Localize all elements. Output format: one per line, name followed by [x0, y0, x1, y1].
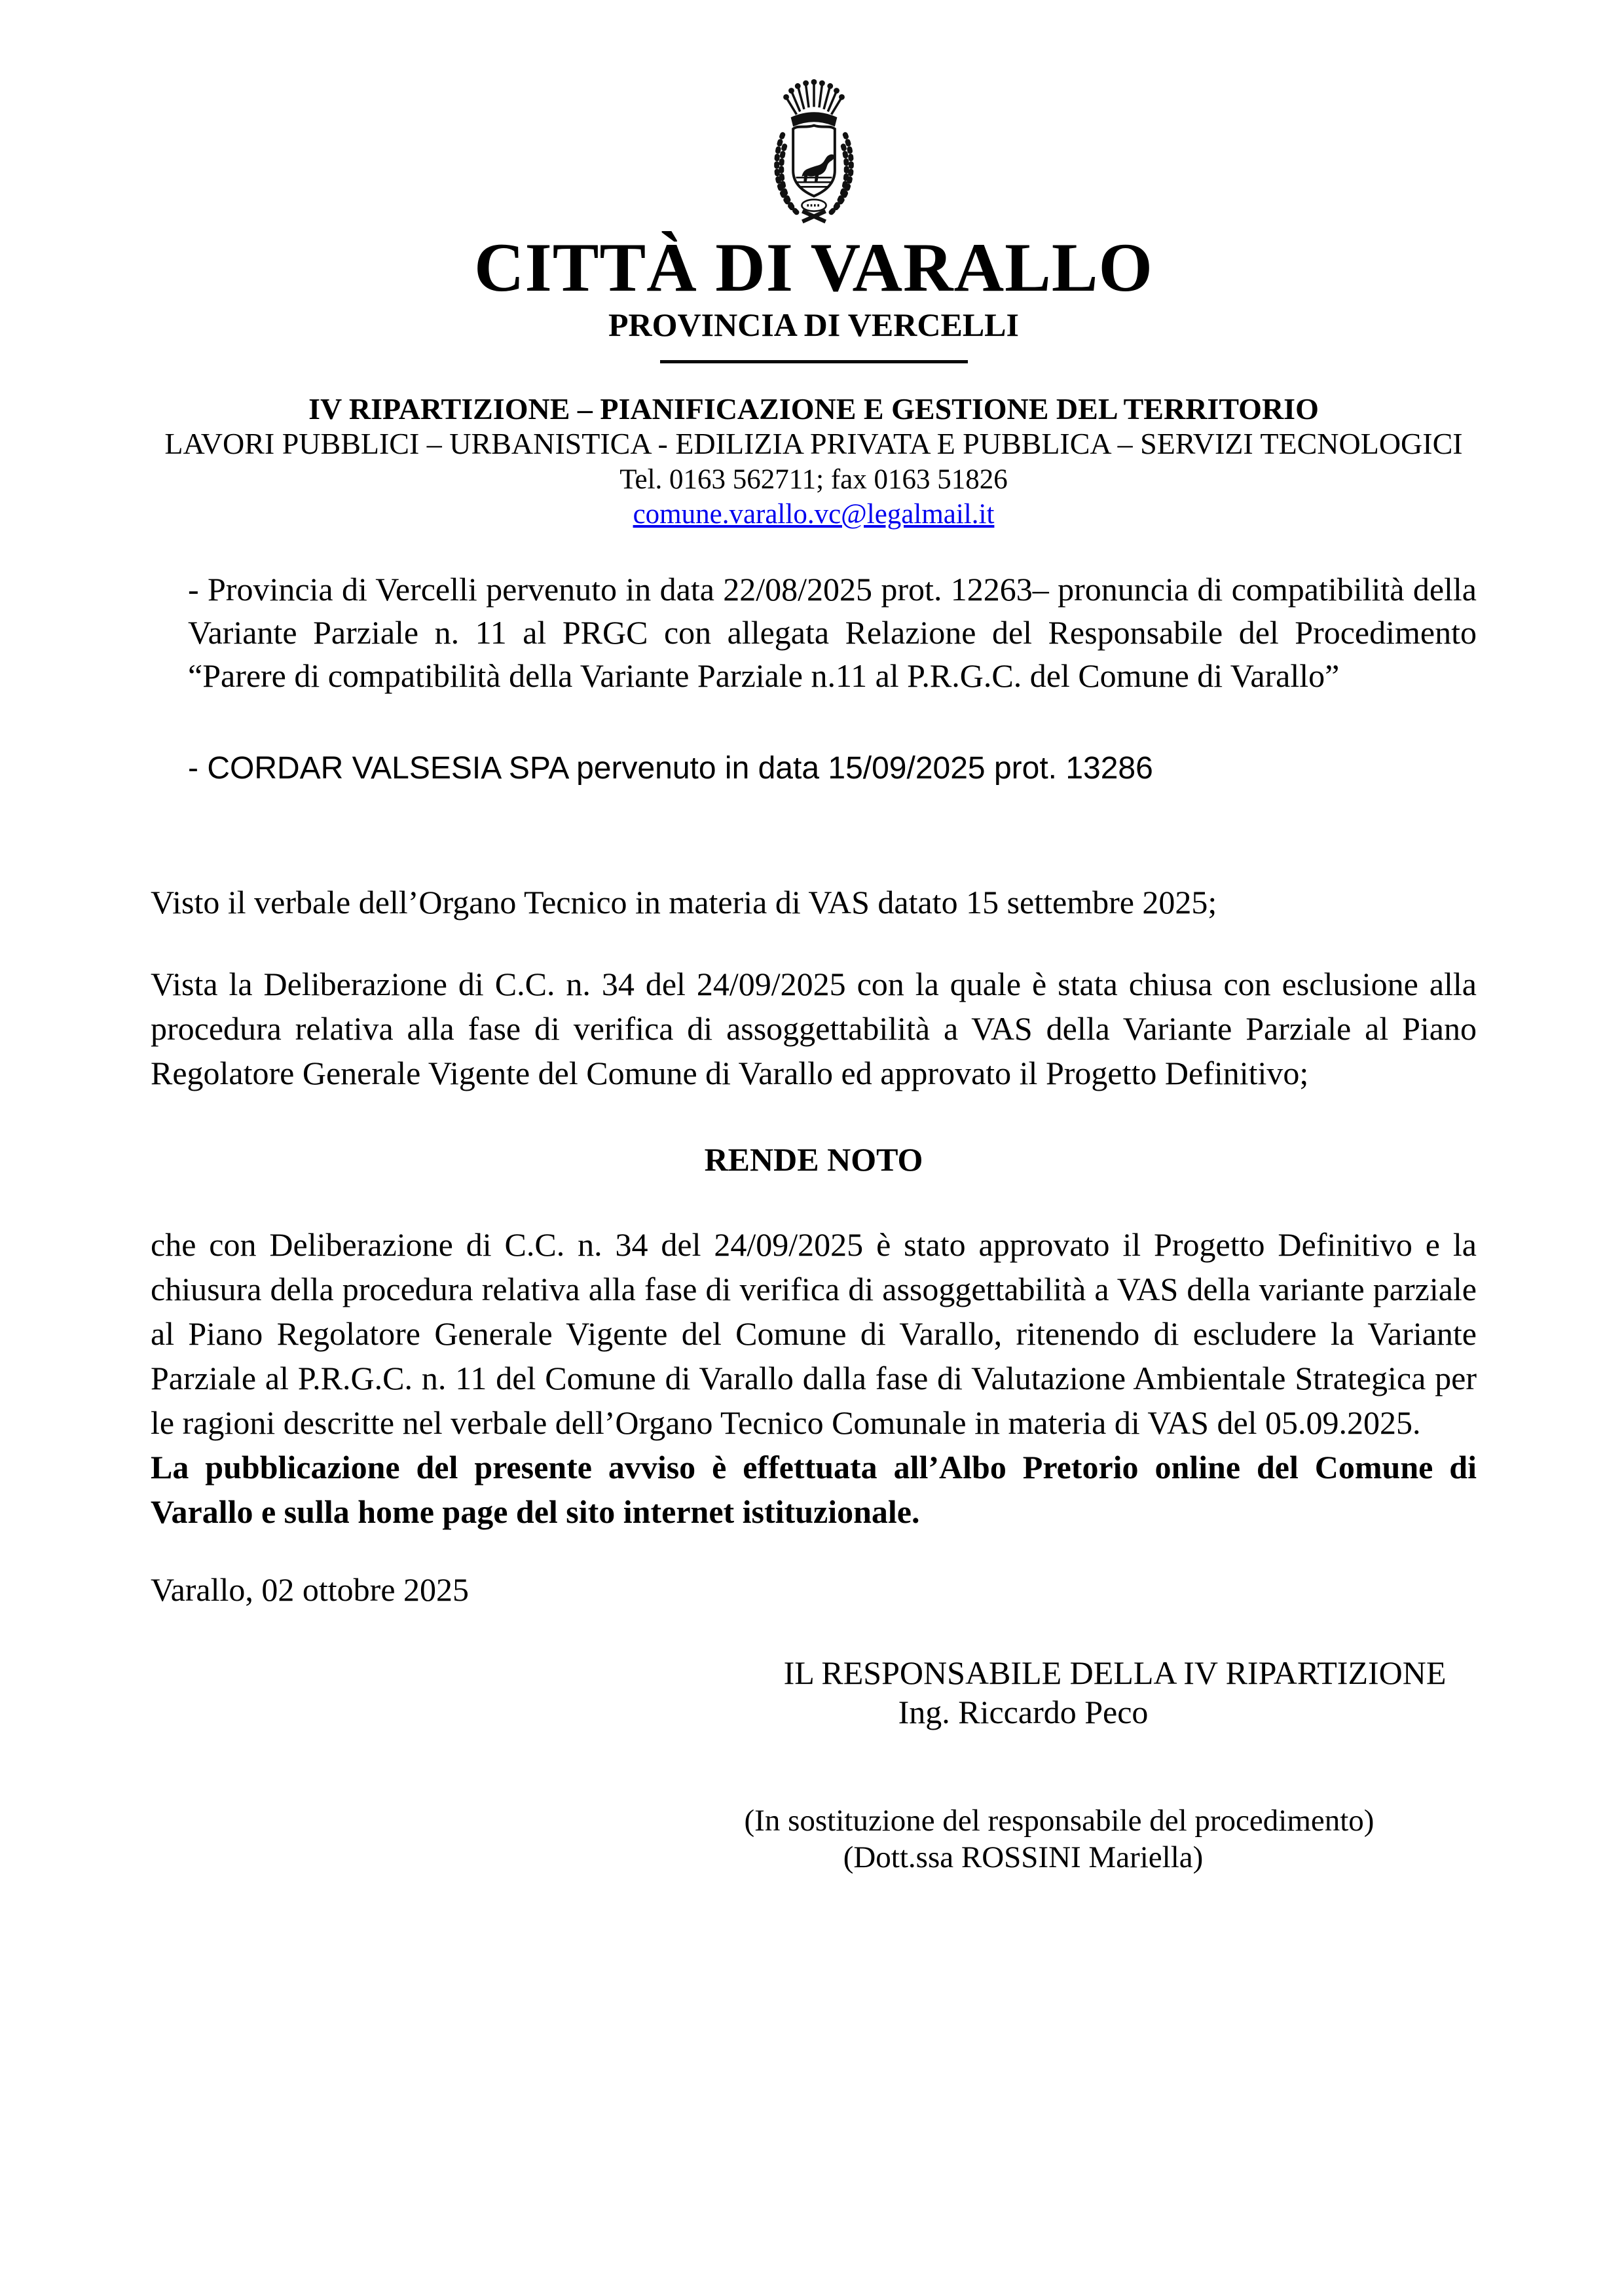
header-divider — [660, 360, 968, 363]
phone-fax-line: Tel. 0163 562711; fax 0163 51826 — [619, 464, 1008, 495]
email-link[interactable]: comune.varallo.vc@legalmail.it — [633, 499, 995, 530]
place-date: Varallo, 02 ottobre 2025 — [151, 1571, 470, 1608]
ribbon — [802, 200, 826, 222]
department-title: IV RIPARTIZIONE – PIANIFICAZIONE E GESTIONE DEL TERRITORIO — [308, 392, 1319, 426]
vista-clause: Vista la Deliberazione di C.C. n. 34 del 24/09/2025 con la quale è stata chiusa con esclusione alla procedura relativa alla fase di verifica di assoggettabilità a VAS della Variante Parziale al Piano Regolatore Generale Vigente del Comune di Varallo ed approvato il Progetto Definitivo; — [151, 965, 1477, 1091]
signature-block — [773, 1653, 1457, 1732]
attachment-cordar: - CORDAR VALSESIA SPA pervenuto in data 15/09/2025 prot. 13286 — [188, 750, 1153, 786]
letterhead — [151, 73, 1477, 532]
city-title: CITTÀ DI VARALLO — [473, 229, 1154, 306]
rende-noto-heading: RENDE NOTO — [704, 1140, 923, 1178]
attachment-provincia: - Provincia di Vercelli pervenuto in data 22/08/2025 prot. 12263– pronuncia di compatibilità della Variante Parziale n. 11 al PRGC con allegata Relazione del Responsabile del Procedimento “Parere di compatibilità della Variante Parziale n.11 al P.R.G.C. del Comune di Varallo” — [188, 570, 1477, 694]
crown — [783, 79, 845, 127]
signer-name: Ing. Riccardo Peco — [898, 1693, 1149, 1730]
document-body — [151, 568, 1477, 1876]
shield — [793, 126, 835, 196]
publication-notice: La pubblicazione del presente avviso è effettuata all’Albo Pretorio online del Comune di Varallo e sulla home page del sito internet istituzionale. — [151, 1448, 1477, 1530]
announcement-paragraph: che con Deliberazione di C.C. n. 34 del 24/09/2025 è stato approvato il Progetto Definitivo e la chiusura della procedura relativa alla fase di verifica di assoggettabilità a VAS della variante parziale al Piano Regolatore Generale Vigente del Comune di Varallo, ritenendo di escludere la Variante Parziale al P.R.G.C. n. 11 del Comune di Varallo dalla fase di Valutazione Ambientale Strategica per le ragioni descritte nel verbale dell’Organo Tecnico Comunale in materia di VAS del 05.09.2025. — [151, 1226, 1477, 1441]
substitute-note: (In sostituzione del responsabile del procedimento) — [744, 1803, 1375, 1838]
department-services: LAVORI PUBBLICI – URBANISTICA - EDILIZIA PRIVATA E PUBBLICA – SERVIZI TECNOLOGICI — [164, 426, 1463, 460]
visto-clause: Visto il verbale dell’Organo Tecnico in materia di VAS datato 15 settembre 2025; — [151, 883, 1217, 920]
varallo-coat-of-arms-icon — [755, 73, 873, 224]
greyhound — [802, 155, 834, 183]
province-subtitle: PROVINCIA DI VERCELLI — [608, 306, 1019, 344]
substitute-name: (Dott.ssa ROSSINI Mariella) — [843, 1840, 1204, 1874]
substitute-signature-block — [717, 1802, 1401, 1876]
signer-role: IL RESPONSABILE DELLA IV RIPARTIZIONE — [783, 1654, 1447, 1691]
